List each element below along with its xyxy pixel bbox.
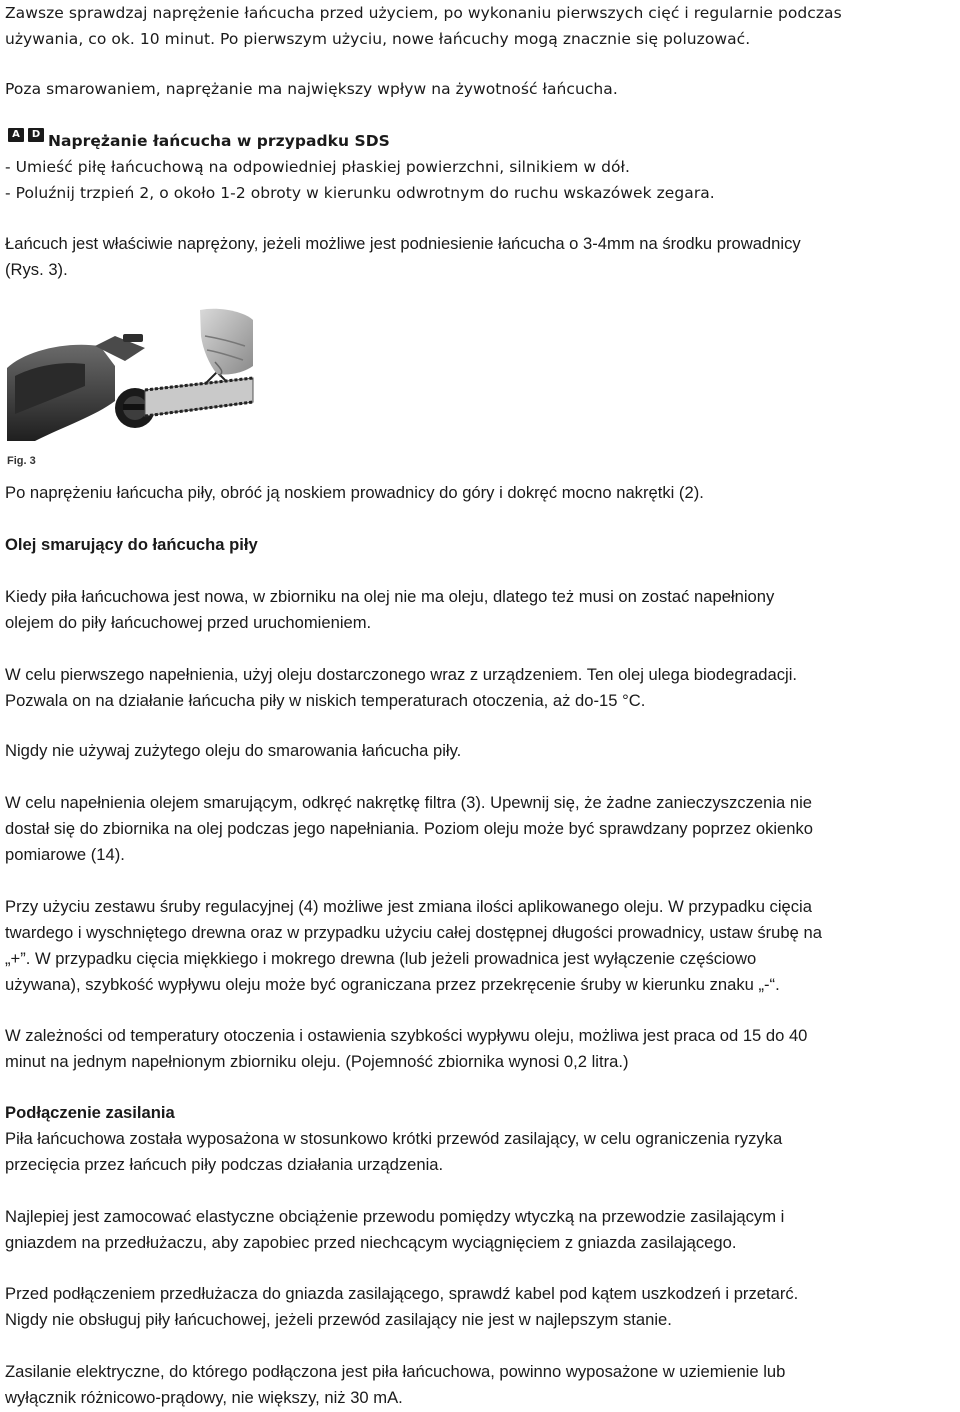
- text-line: używana), szybkość wypływu oleju może być ograniczana przez przekręcenie śruby w kierunku znaku „-“.: [5, 975, 780, 994]
- text-line: Przed podłączeniem przedłużacza do gniazda zasilającego, sprawdź kabel pod kątem uszkodzeń i przetarć.: [5, 1284, 799, 1303]
- text-line: „+”. W przypadku cięcia miękkiego i mokrego drewna (lub jeżeli prowadnica jest wyłączenie częściowo: [5, 949, 757, 968]
- text-line: Kiedy piła łańcuchowa jest nowa, w zbiorniku na olej nie ma oleju, dlatego też musi on zostać napełniony: [5, 587, 775, 606]
- model-d-icon: D: [28, 128, 44, 142]
- text-line: olejem do piły łańcuchowej przed uruchomieniem.: [5, 613, 372, 632]
- text-line: - Poluźnij trzpień 2, o około 1-2 obroty w kierunku odwrotnym do ruchu wskazówek zegara.: [5, 184, 715, 202]
- text-line: pomiarowe (14).: [5, 845, 125, 864]
- ad-model-icons: [8, 128, 44, 142]
- text-line: Nigdy nie używaj zużytego oleju do smarowania łańcucha piły.: [5, 741, 462, 760]
- text-line: Najlepiej jest zamocować elastyczne obciążenie przewodu pomiędzy wtyczką na przewodzie zasilającym i: [5, 1207, 785, 1226]
- text-line: Przy użyciu zestawu śruby regulacyjnej (4) możliwe jest zmiana ilości aplikowanego oleju. W przypadku cięcia: [5, 897, 812, 916]
- figure-label: Fig. 3: [7, 455, 36, 467]
- text-line: Zasilanie elektryczne, do którego podłączona jest piła łańcuchowa, powinno wyposażone w uziemienie lub: [5, 1362, 786, 1381]
- text-line: twardego i wyschniętego drewna oraz w przypadku użyciu całej dostępnej długości prowadnicy, ustaw śrubę na: [5, 923, 822, 942]
- text-line: Piła łańcuchowa została wyposażona w stosunkowo krótki przewód zasilający, w celu ograniczenia ryzyka: [5, 1129, 783, 1148]
- text-line: Pozwala on na działanie łańcucha piły w niskich temperaturach otoczenia, aż do-15 °C.: [5, 691, 646, 710]
- text-line: gniazdem na przedłużaczu, aby zapobiec przed niechcącym wyciągnięciem z gniazda zasilającego.: [5, 1233, 737, 1252]
- text-line: Łańcuch jest właściwie naprężony, jeżeli możliwe jest podniesienie łańcucha o 3-4mm na środku prowadnicy: [5, 234, 801, 253]
- text-line: dostał się do zbiornika na olej podczas jego napełniania. Poziom oleju może być sprawdzany poprzez okienko: [5, 819, 814, 838]
- sds-heading: Naprężanie łańcucha w przypadku SDS: [48, 132, 390, 150]
- text-line: W celu pierwszego napełnienia, użyj oleju dostarczonego wraz z urządzeniem. Ten olej ulega biodegradacji.: [5, 665, 798, 684]
- text-line: Nigdy nie obsługuj piły łańcuchowej, jeżeli przewód zasilający nie jest w najlepszym stanie.: [5, 1310, 672, 1329]
- text-line: - Umieść piłę łańcuchową na odpowiedniej płaskiej powierzchni, silnikiem w dół.: [5, 158, 630, 176]
- oil-heading: Olej smarujący do łańcucha piły: [5, 535, 258, 554]
- text-line: Poza smarowaniem, naprężanie ma największy wpływ na żywotność łańcucha.: [5, 80, 618, 98]
- text-line: W celu napełnienia olejem smarującym, odkręć nakrętkę filtra (3). Upewnij się, że żadne zanieczyszczenia nie: [5, 793, 813, 812]
- text-line: Po naprężeniu łańcucha piły, obróć ją noskiem prowadnicy do góry i dokręć mocno nakrętki (2).: [5, 483, 704, 502]
- text-line: Zawsze sprawdzaj naprężenie łańcucha przed użyciem, po wykonaniu pierwszych cięć i regularnie podczas: [5, 4, 842, 22]
- text-line: wyłącznik różnicowo-prądowy, nie większy, niż 30 mA.: [5, 1388, 403, 1407]
- text-line: (Rys. 3).: [5, 260, 68, 279]
- power-heading: Podłączenie zasilania: [5, 1103, 175, 1122]
- model-a-icon: A: [8, 128, 24, 142]
- text-line: W zależności od temperatury otoczenia i ostawienia szybkości wypływu oleju, możliwa jest praca od 15 do 40: [5, 1026, 808, 1045]
- text-line: minut na jednym napełnionym zbiorniku oleju. (Pojemność zbiornika wynosi 0,2 litra.): [5, 1052, 629, 1071]
- chainsaw-photo: [5, 306, 255, 474]
- text-line: przecięcia przez łańcuch piły podczas działania urządzenia.: [5, 1155, 444, 1174]
- text-line: używania, co ok. 10 minut. Po pierwszym użyciu, nowe łańcuchy mogą znacznie się poluzować.: [5, 30, 751, 48]
